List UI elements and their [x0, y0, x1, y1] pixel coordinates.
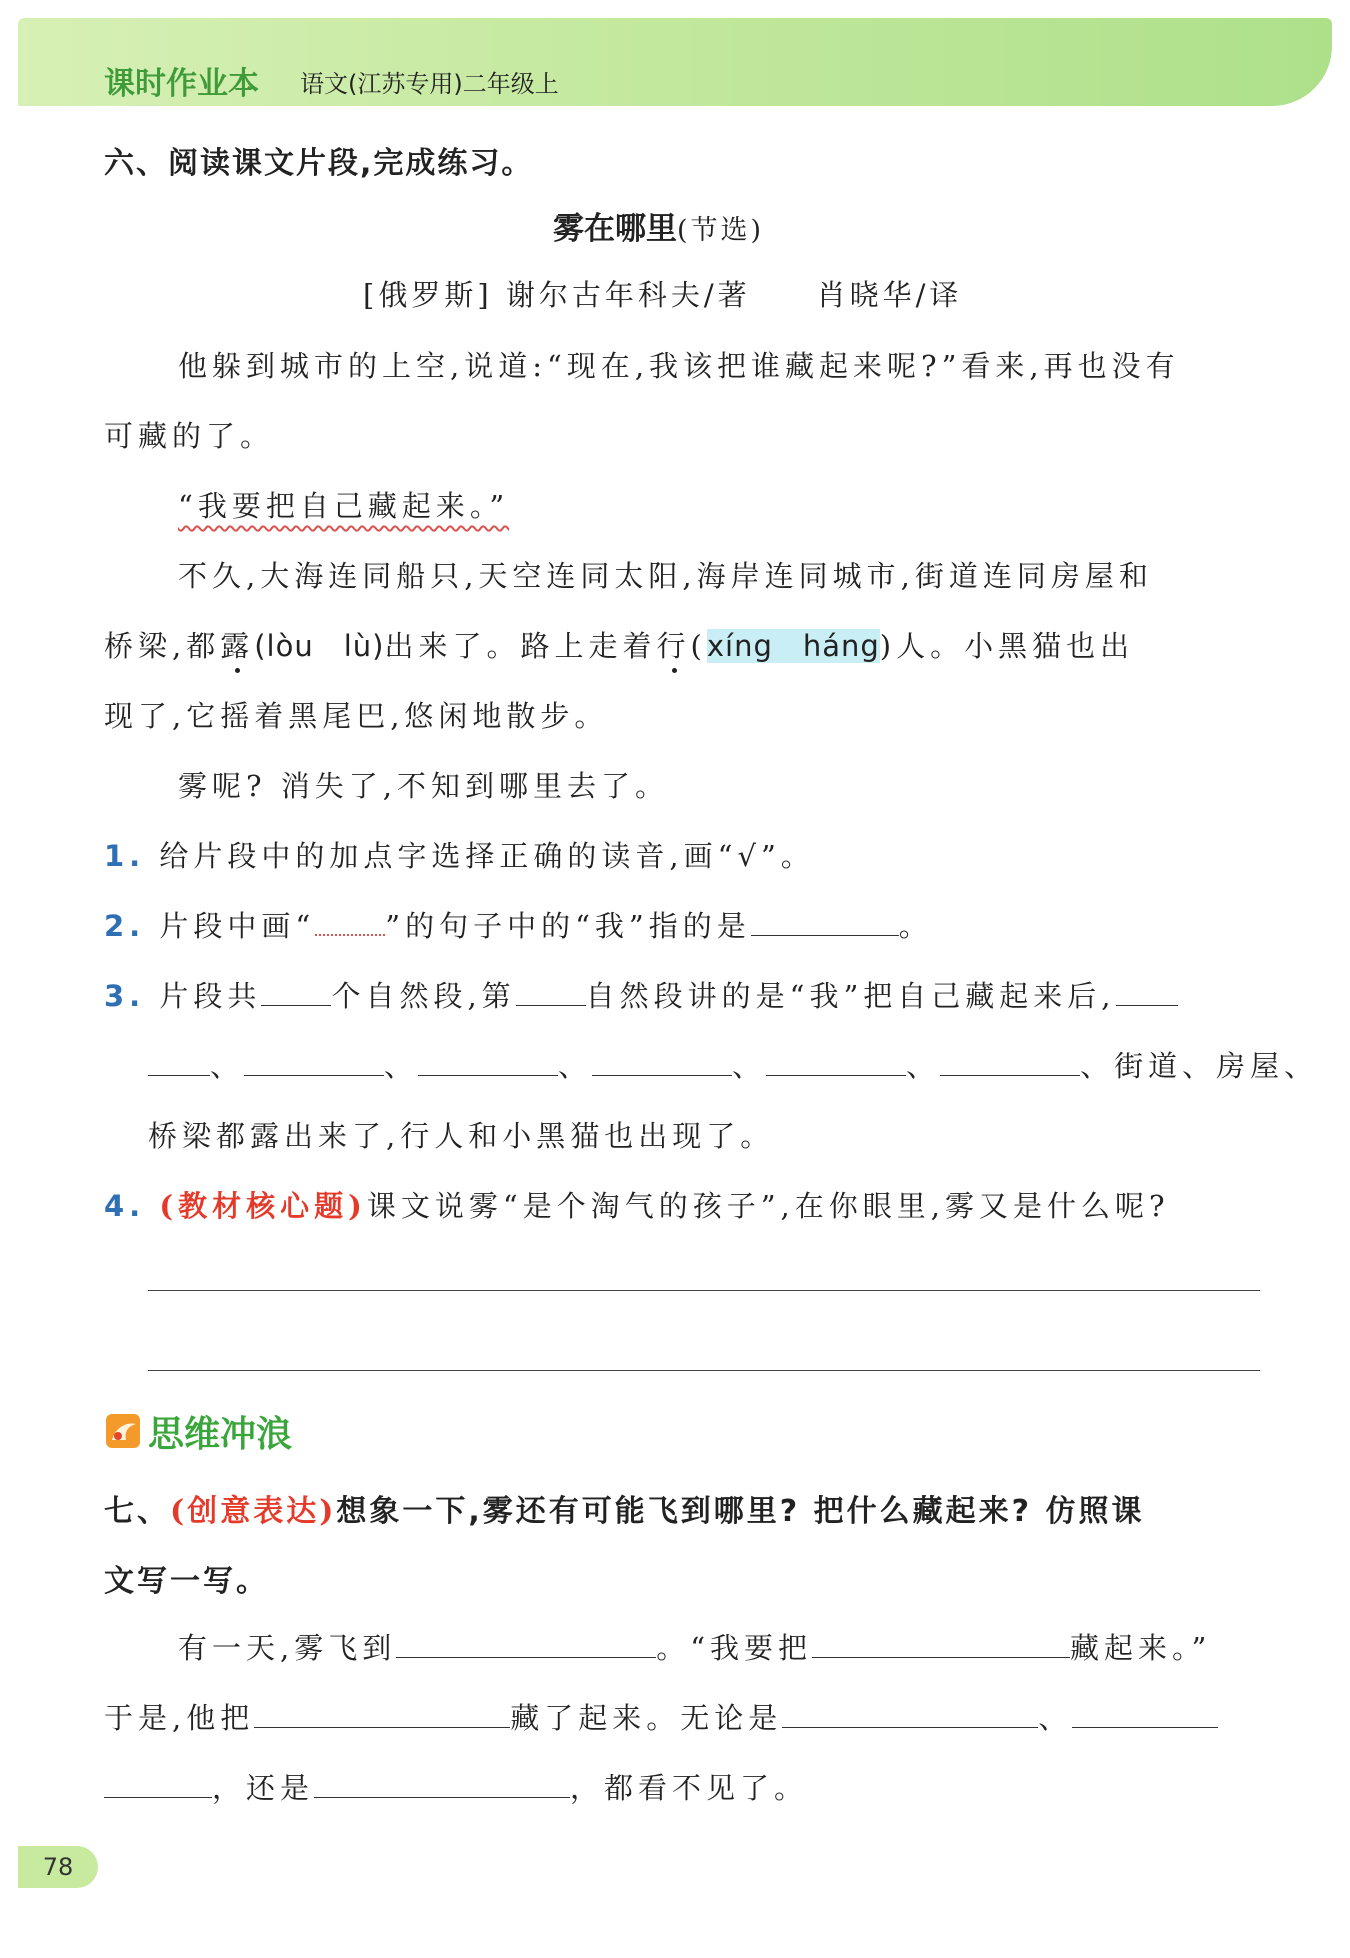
q3-separator: 、	[732, 1049, 767, 1083]
passage-title-note: (节选)	[677, 215, 765, 246]
passage-title	[553, 203, 764, 248]
q4-number: 4.	[104, 1189, 146, 1223]
para2-wavy-sentence	[178, 484, 509, 525]
q4-answer-line-2[interactable]	[148, 1370, 1260, 1371]
question-3-line3: 桥梁都露出来了,行人和小黑猫也出现了。	[148, 1119, 775, 1153]
question-2	[104, 904, 933, 945]
q2-text-b: ”的句子中的“我”指的是	[385, 909, 751, 943]
author-line: [俄罗斯] 谢尔古年科夫/著 肖晓华/译	[363, 278, 963, 312]
section-7-line3	[104, 1766, 808, 1807]
para3-text-b: 出来了。路上走着	[384, 629, 657, 663]
section-7-line2	[104, 1696, 1218, 1737]
section-7-prompt: 想象一下,雾还有可能飞到哪里? 把什么藏起来? 仿照课	[336, 1494, 1145, 1529]
s7-blank-hide[interactable]	[812, 1627, 1070, 1658]
question-4	[104, 1184, 1170, 1225]
q4-answer-line-1[interactable]	[148, 1290, 1260, 1291]
q3-blank-5[interactable]	[592, 1045, 732, 1076]
pinyin-options-lu: (lòu lù)	[254, 629, 385, 663]
q3-separator: 、	[906, 1049, 941, 1083]
s7-blank-item-2b[interactable]	[104, 1767, 212, 1798]
q3-blank-4[interactable]	[418, 1045, 558, 1076]
q1-number: 1.	[104, 839, 146, 873]
section-7-line1	[178, 1626, 1211, 1667]
s7-text-1b: 。“我要把	[656, 1631, 813, 1665]
q2-text-a: 片段中画“	[159, 909, 316, 943]
s7-text-1c: 藏起来。”	[1070, 1631, 1212, 1665]
pinyin-options-xing: xíng háng	[706, 629, 880, 663]
q3-blank-3[interactable]	[244, 1045, 384, 1076]
section-7-heading-line2: 文写一写。	[104, 1564, 269, 1599]
section-7-tag: (创意表达)	[170, 1494, 337, 1529]
s7-text-3b: ，都看不见了。	[570, 1771, 809, 1805]
para1-line2: 可藏的了。	[104, 419, 275, 453]
passage-title-text: 雾在哪里	[553, 211, 677, 247]
q3-text-end: 、街道、房屋、	[1080, 1049, 1319, 1083]
q3-number: 3.	[104, 979, 146, 1013]
s7-blank-item-3[interactable]	[314, 1767, 570, 1798]
para3-line2	[104, 624, 1134, 665]
q3-separator: 、	[558, 1049, 593, 1083]
q3-blank-paragraph[interactable]	[516, 975, 586, 1006]
page-number: 78	[18, 1846, 98, 1888]
q3-separator: 、	[384, 1049, 419, 1083]
book-subtitle: 语文(江苏专用)二年级上	[300, 70, 559, 98]
para3-text-a: 桥梁,都	[104, 629, 221, 663]
question-3-line2	[148, 1044, 1318, 1085]
question-3	[104, 974, 1178, 1015]
q2-text-c: 。	[898, 909, 933, 943]
dotted-char-xing: 行	[656, 629, 691, 663]
wavy-underlined-sentence: “我要把自己藏起来。”	[178, 489, 510, 523]
dotted-char-lu: 露	[220, 629, 255, 663]
s7-blank-object[interactable]	[254, 1697, 510, 1728]
q3-blank-1[interactable]	[1116, 975, 1178, 1006]
s7-text-1a: 有一天,雾飞到	[178, 1631, 397, 1665]
q3-blank-7[interactable]	[940, 1045, 1080, 1076]
q4-text: 课文说雾“是个淘气的孩子”,在你眼里,雾又是什么呢?	[366, 1189, 1170, 1223]
para4: 雾呢? 消失了,不知到哪里去了。	[178, 769, 669, 803]
paren-close: )	[879, 629, 897, 663]
s7-blank-place[interactable]	[396, 1627, 656, 1658]
para3-line3: 现了,它摇着黑尾巴,悠闲地散步。	[104, 699, 609, 733]
section-7-number: 七、	[104, 1494, 170, 1529]
q3-text-a: 片段共	[159, 979, 262, 1013]
q3-blank-6[interactable]	[766, 1045, 906, 1076]
para3-line1: 不久,大海连同船只,天空连同太阳,海岸连同城市,街道连同房屋和	[178, 559, 1153, 593]
q1-text: 给片段中的加点字选择正确的读音,画“√”。	[159, 839, 815, 873]
s7-blank-item-1[interactable]	[782, 1697, 1038, 1728]
q3-blank-count[interactable]	[261, 975, 331, 1006]
thinking-section-title: 思维冲浪	[148, 1414, 293, 1455]
s7-blank-item-2a[interactable]	[1072, 1697, 1218, 1728]
s7-text-2a: 于是,他把	[104, 1701, 255, 1735]
s7-text-3a: ，还是	[212, 1771, 315, 1805]
s7-text-2b: 藏了起来。无论是	[510, 1701, 783, 1735]
q3-blank-2[interactable]	[148, 1045, 210, 1076]
paren-open: (	[690, 629, 707, 663]
para1-line1: 他躲到城市的上空,说道:“现在,我该把谁藏起来呢?”看来,再也没有	[178, 349, 1180, 383]
q2-number: 2.	[104, 909, 146, 943]
para3-text-c: 人。小黑猫也出	[896, 629, 1135, 663]
section-7-heading	[104, 1486, 1144, 1530]
section-6-heading: 六、阅读课文片段,完成练习。	[104, 146, 534, 181]
q2-answer-blank[interactable]	[751, 905, 899, 936]
q3-separator: 、	[210, 1049, 245, 1083]
q3-text-c: 自然段讲的是“我”把自己藏起来后,	[585, 979, 1116, 1013]
s7-text-2c: 、	[1038, 1701, 1073, 1735]
question-1	[104, 834, 815, 875]
wavy-line-sample	[315, 910, 385, 936]
q3-text-b: 个自然段,第	[331, 979, 516, 1013]
thinking-icon	[106, 1414, 140, 1448]
q4-tag: (教材核心题)	[159, 1189, 367, 1223]
book-title: 课时作业本	[104, 66, 259, 102]
